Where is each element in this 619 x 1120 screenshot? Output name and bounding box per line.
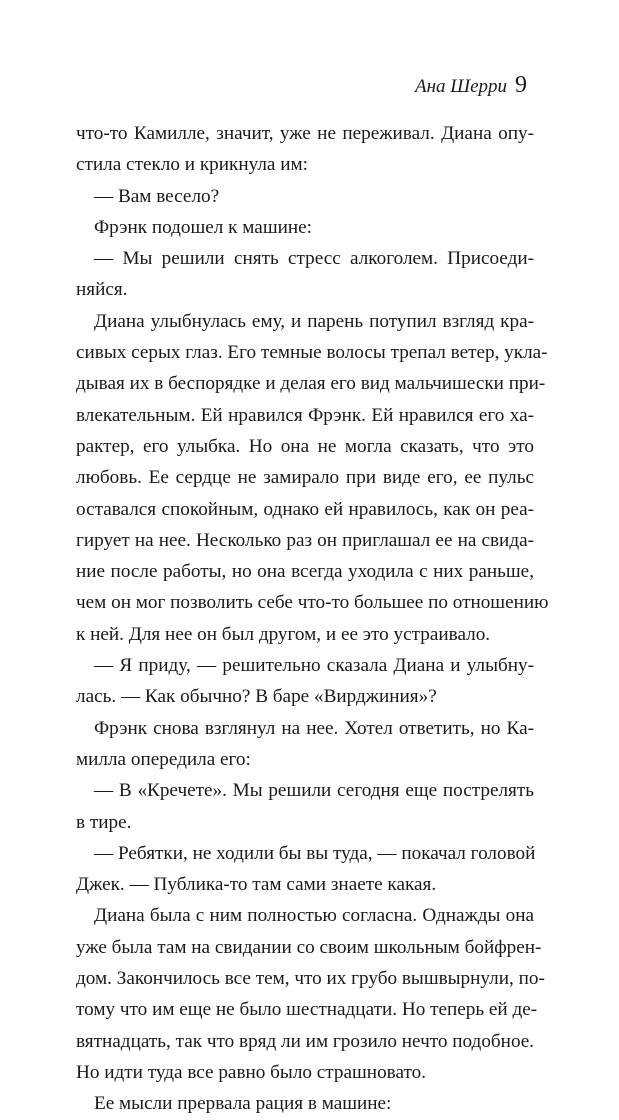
text-line: влекательным. Ей нравился Фрэнк. Ей нравился его ха-: [76, 404, 534, 426]
text-line: Фрэнк снова взглянул на нее. Хотел ответить, но Ка-: [94, 717, 534, 739]
body-text: [76, 118, 549, 1120]
text-line: Джек. — Публика-то там сами знаете какая.: [76, 874, 437, 896]
text-line: — Мы решили снять стресс алкоголем. Присоеди-: [94, 248, 534, 270]
text-line: что-то Камилле, значит, уже не переживал. Диана опу-: [76, 123, 534, 144]
text-line: вятнадцать, так что вряд ли им грозило нечто подобное.: [76, 1030, 535, 1052]
text-line: стила стекло и крикнула им:: [76, 154, 308, 176]
running-head: [415, 72, 527, 99]
text-line: дом. Закончилось все тем, что их грубо вышвырнули, по-: [76, 968, 545, 990]
text-line: уже была там на свидании со своим школьным бойфрен-: [76, 936, 542, 958]
text-line: — Ребятки, не ходили бы вы туда, — покачал головой: [94, 842, 536, 864]
text-line: Ее мысли прервала рация в машине:: [94, 1093, 392, 1115]
text-line: любовь. Ее сердце не замирало при виде его, ее пульс: [76, 467, 534, 489]
text-line: Фрэнк подошел к машине:: [94, 216, 312, 238]
text-line: в тире.: [76, 811, 132, 833]
page-number: 9: [515, 72, 527, 98]
text-line: милла опередила его:: [76, 748, 251, 770]
running-head-author: Ана Шерри: [414, 76, 507, 97]
text-line: няйся.: [76, 279, 128, 301]
text-line: чем он мог позволить себе что-то большее по отношению: [76, 592, 549, 614]
text-line: Но идти туда все равно было страшновато.: [76, 1061, 427, 1083]
text-line: к ней. Для нее он был другом, и ее это устраивало.: [76, 623, 491, 645]
text-line: Диана была с ним полностью согласна. Однажды она: [94, 905, 534, 927]
text-line: — В «Кречете». Мы решили сегодня еще пострелять: [94, 780, 534, 802]
text-line: Диана улыбнулась ему, и парень потупил взгляд кра-: [94, 310, 534, 332]
text-line: рактер, его улыбка. Но она не могла сказать, что это: [76, 435, 534, 457]
text-line: дывая их в беспорядке и делая его вид мальчишески при-: [76, 373, 546, 395]
text-line: — Я приду, — решительно сказала Диана и улыбну-: [94, 655, 534, 677]
text-line: сивых серых глаз. Его темные волосы трепал ветер, укла-: [76, 342, 548, 364]
text-line: — Вам весело?: [94, 185, 220, 207]
text-line: оставался спокойным, однако ей нравилось, как он реа-: [76, 498, 534, 520]
text-line: тому что им еще не было шестнадцати. Но теперь ей де-: [76, 999, 538, 1021]
text-line: гирует на нее. Несколько раз он приглашал ее на свида-: [76, 529, 534, 551]
text-line: ние после работы, но она всегда уходила с них раньше,: [76, 561, 534, 583]
text-line: лась. — Как обычно? В баре «Вирджиния»?: [76, 686, 437, 708]
